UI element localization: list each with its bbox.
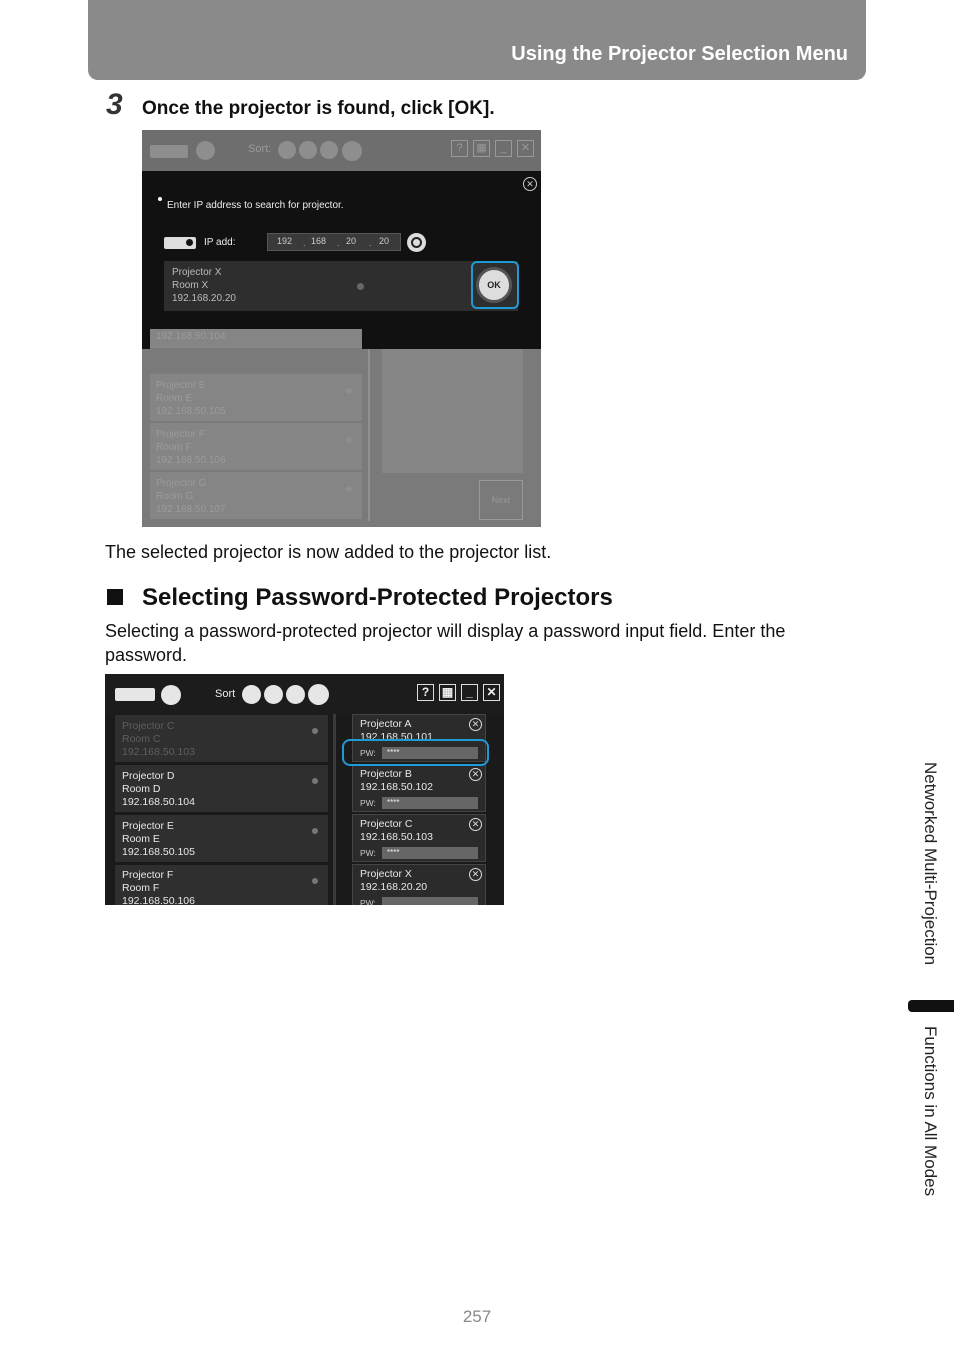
row-ip: 192.168.50.104 [122, 796, 195, 808]
row-ip: 192.168.50.104 [156, 331, 226, 342]
ip-separator: . [369, 238, 372, 248]
row-name: Projector F [156, 429, 205, 440]
status-dot-icon [346, 437, 352, 443]
projector-list [150, 331, 365, 527]
toolbar [105, 674, 504, 714]
sort-projector-icon[interactable] [242, 685, 261, 704]
card-ip: 192.168.20.20 [360, 881, 428, 893]
selected-panel [382, 349, 523, 473]
toolbar [142, 130, 541, 171]
status-dot-icon [312, 828, 318, 834]
ip-octet-3: 20 [346, 236, 357, 246]
password-input[interactable] [382, 897, 478, 905]
card-name: Projector X [360, 868, 412, 880]
result-description: The selected projector is now added to the projector list. [105, 542, 552, 562]
remove-icon[interactable]: ✕ [469, 768, 482, 781]
divider [333, 714, 336, 905]
result-name: Projector X [172, 267, 222, 278]
ip-instruction: Enter IP address to search for projector. [167, 200, 344, 211]
list-item[interactable] [115, 765, 328, 813]
selected-projector-card[interactable] [352, 764, 486, 812]
help-button: ? [451, 140, 468, 157]
row-name: Projector E [122, 820, 174, 832]
list-item[interactable] [150, 329, 362, 349]
list-item[interactable] [115, 865, 328, 905]
status-dot-icon [346, 486, 352, 492]
section-paragraph: Selecting a password-protected projector will display a password input field. Enter the password. [105, 621, 786, 665]
sort-projector-icon [278, 141, 296, 159]
projector-icon [164, 237, 196, 249]
sort-plug-icon [320, 141, 338, 159]
close-window-button[interactable]: ✕ [483, 684, 500, 701]
card-ip: 192.168.50.102 [360, 781, 433, 793]
row-name: Projector F [122, 869, 174, 881]
sort-input-icon[interactable] [264, 685, 283, 704]
card-name: Projector B [360, 768, 412, 780]
row-room: Room D [122, 783, 161, 795]
password-input[interactable]: **** [382, 797, 478, 809]
ip-address-input[interactable] [267, 233, 401, 251]
row-ip: 192.168.50.107 [156, 504, 226, 515]
pw-label: PW: [360, 898, 376, 905]
screenshot-ip-search [142, 130, 541, 527]
row-ip: 192.168.50.105 [156, 406, 226, 417]
projector-icon [150, 145, 188, 158]
row-ip: 192.168.50.105 [122, 846, 195, 858]
close-window-button: ✕ [517, 140, 534, 157]
section-title: Selecting Password-Protected Projectors [142, 584, 613, 611]
projector-icon [115, 688, 155, 701]
sort-input-icon [299, 141, 317, 159]
ip-label: IP add: [204, 237, 236, 248]
ip-search-dialog [142, 171, 541, 349]
selected-projector-card[interactable] [352, 814, 486, 862]
remove-icon[interactable]: ✕ [469, 868, 482, 881]
result-room: Room X [172, 280, 209, 291]
status-dot-icon [357, 283, 364, 290]
section-marker-icon [107, 589, 123, 605]
side-tab-functions: Functions in All Modes [921, 1026, 940, 1197]
result-ip: 192.168.20.20 [172, 293, 236, 304]
help-button[interactable]: ? [417, 684, 434, 701]
screenshot-password-entry [105, 674, 504, 905]
minimize-button[interactable]: _ [461, 684, 478, 701]
remove-icon[interactable]: ✕ [469, 818, 482, 831]
row-room: Room F [156, 442, 192, 453]
password-input[interactable]: **** [382, 747, 478, 759]
row-room: Room E [122, 833, 160, 845]
list-item[interactable] [115, 815, 328, 863]
list-item[interactable] [150, 423, 362, 471]
row-ip: 192.168.50.106 [122, 895, 195, 905]
sort-plug-icon[interactable] [286, 685, 305, 704]
pw-label: PW: [360, 748, 376, 758]
step-text: Once the projector is found, click [OK]. [142, 98, 495, 119]
page-number: 257 [462, 1307, 492, 1326]
selected-projector-card[interactable] [352, 864, 486, 905]
search-result [164, 261, 518, 311]
list-item[interactable] [150, 374, 362, 422]
ip-separator: . [337, 238, 340, 248]
password-highlight [342, 739, 489, 766]
side-tab-marker [908, 1000, 954, 1012]
close-icon[interactable]: ✕ [523, 177, 537, 191]
sort-label: Sort: [248, 143, 272, 155]
step-number: 3 [106, 88, 123, 121]
row-room: Room G [156, 491, 194, 502]
status-dot-icon [312, 878, 318, 884]
sort-label: Sort [215, 688, 236, 700]
remove-icon[interactable]: ✕ [469, 718, 482, 731]
card-ip: 192.168.50.101 [360, 731, 433, 743]
minimize-button: _ [495, 140, 512, 157]
row-name: Projector G [156, 478, 207, 489]
row-ip: 192.168.50.106 [156, 455, 226, 466]
header-band [88, 0, 866, 80]
ok-button[interactable]: OK [476, 267, 512, 303]
side-tab-networked: Networked Multi-Projection [921, 762, 940, 966]
row-name: Projector E [156, 380, 206, 391]
row-room: Room F [122, 882, 160, 894]
password-input[interactable]: **** [382, 847, 478, 859]
row-ip: 192.168.50.103 [122, 746, 195, 758]
search-icon[interactable] [407, 233, 426, 252]
ip-separator: . [303, 238, 306, 248]
status-dot-icon [312, 728, 318, 734]
layout-button[interactable]: ▦ [439, 684, 456, 701]
card-name: Projector A [360, 718, 412, 730]
card-ip: 192.168.50.103 [360, 831, 433, 843]
pw-label: PW: [360, 848, 376, 858]
divider [368, 349, 370, 521]
ip-octet-2: 168 [311, 236, 327, 246]
layout-button: ▦ [473, 140, 490, 157]
next-button[interactable]: Next [479, 480, 523, 520]
bullet-icon [158, 197, 162, 201]
sort-star-icon[interactable] [308, 684, 329, 705]
pw-label: PW: [360, 798, 376, 808]
sort-star-icon [342, 141, 362, 161]
row-room: Room E [156, 393, 193, 404]
row-room: Room C [122, 733, 161, 745]
ip-octet-4: 20 [379, 236, 390, 246]
header-title: Using the Projector Selection Menu [511, 43, 848, 65]
search-icon [196, 141, 215, 160]
ip-octet-1: 192 [277, 236, 293, 246]
status-dot-icon [346, 388, 352, 394]
card-name: Projector C [360, 818, 413, 830]
row-name: Projector C [122, 720, 175, 732]
search-icon[interactable] [161, 685, 181, 705]
list-item[interactable] [115, 715, 328, 763]
list-item[interactable] [150, 472, 362, 520]
status-dot-icon [312, 778, 318, 784]
row-name: Projector D [122, 770, 175, 782]
